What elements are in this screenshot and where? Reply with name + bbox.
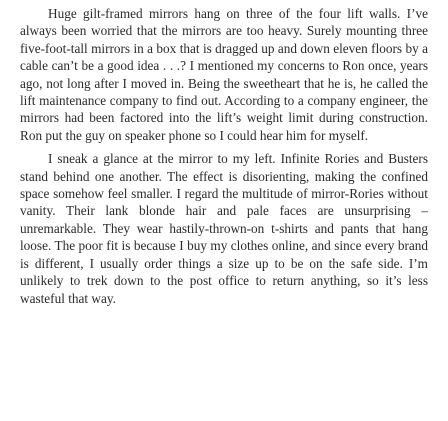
paragraph-reflection: I sneak a glance at the mirror to my left. Infinite Rories and Busters stand behind one another. The effect is disorienting, making the confined space somehow feel smaller. I regard the multitude of mirror-Rories without vanity. Their lank blonde hair and pale faces are unsurprising – unremarkable. They wear hastily-thrown-on t-shirts and pants that hang loose. The poor fit is because I buy my clothes online, and since every brand is different, I usually order things a size up to be on the safe side. I’m unlikely to trek down to the post office to return anything, so it’s less wasteful that way. [20, 151, 428, 306]
paragraph-mirrors: Huge gilt-framed mirrors hang on three of the four lift walls. I’ve always been worried that the mirrors are too heavy. Surely mounting three five-foot-tall mirrors in a box that is dragged up and down eleven floors by a cable can’t be a good idea . . .? I mentioned my concerns to Ron once, years ago, not long after I moved in. Being the sweetheart that he is, he called the lift maintenance company to find out. According to a company engineer, the mirrors had been factored into the lift’s weight limit during construction. Ron put the guy on speaker phone so I could hear him for myself. [20, 6, 428, 143]
body-text [20, 5, 428, 307]
